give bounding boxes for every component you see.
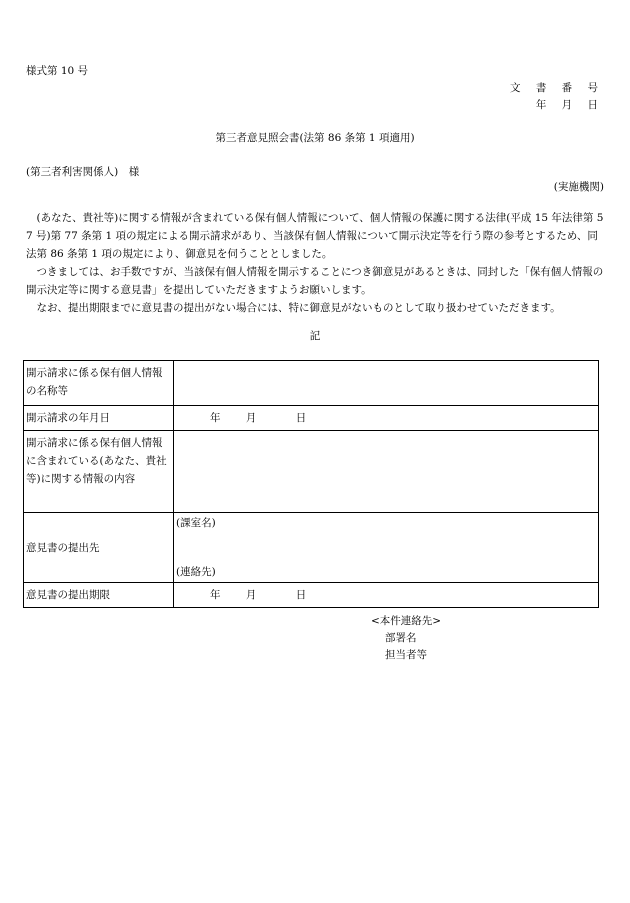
- year-unit: 年: [210, 412, 221, 424]
- contact-dept: 部署名: [385, 632, 417, 644]
- ki-heading: 記: [309, 330, 321, 342]
- row-value-info-name: [174, 361, 599, 406]
- day-unit: 日: [295, 412, 307, 424]
- row-value-submission-to: [174, 513, 599, 583]
- row-label-info-name: 開示請求に係る保有個人情報の名称等: [24, 361, 174, 406]
- table-row: [24, 361, 599, 406]
- table-row: [24, 406, 599, 431]
- body-text: [26, 209, 606, 317]
- row-label-request-date: 開示請求の年月日: [24, 406, 174, 431]
- body-paragraph-1: (あなた、貴社等)に関する情報が含まれている保有個人情報について、個人情報の保護に関する法律(平成 15 年法律第 57 号)第 77 条第 1 項の規定による開示請求があり、当該保有個人情報について開示決定等を行う際の参考とするため、同法第 86 条第 1 項の規定により、御意見を伺うこととしました。: [26, 212, 604, 260]
- row-label-submission-to: 意見書の提出先: [24, 513, 174, 583]
- table-row: [24, 513, 599, 583]
- body-paragraph-3: なお、提出期限までに意見書の提出がない場合には、特に御意見がないものとして取り扱わせていただきます。: [36, 302, 561, 314]
- document-title: 第三者意見照会書(法第 86 条第 1 項適用): [215, 132, 415, 144]
- document-date: 年 月 日: [535, 99, 604, 111]
- row-value-request-date: [174, 406, 599, 431]
- table-row: [24, 431, 599, 513]
- contact-block: [371, 613, 441, 664]
- year-unit: 年: [210, 589, 221, 601]
- addressee: (第三者利害関係人) 様: [26, 166, 140, 178]
- contact-person: 担当者等: [385, 649, 427, 661]
- row-value-info-content: [174, 431, 599, 513]
- dept-name-placeholder: (課室名): [176, 517, 216, 529]
- contact-heading: <本件連絡先>: [371, 615, 442, 627]
- row-label-deadline: 意見書の提出期限: [24, 583, 174, 608]
- month-unit: 月: [245, 589, 257, 601]
- body-paragraph-2: つきましては、お手数ですが、当該保有個人情報を開示することにつき御意見があるときは、同封した「保有個人情報の開示決定等に関する意見書」を提出していただきますようお願いします。: [26, 266, 604, 296]
- table-row: [24, 583, 599, 608]
- details-table: [23, 360, 599, 608]
- document-number: 文 書 番 号: [509, 82, 604, 94]
- row-label-info-content: 開示請求に係る保有個人情報に含まれている(あなた、貴社等)に関する情報の内容: [24, 431, 174, 513]
- row-value-deadline: [174, 583, 599, 608]
- day-unit: 日: [295, 589, 307, 601]
- issuer: (実施機関): [553, 181, 604, 193]
- month-unit: 月: [245, 412, 257, 424]
- contact-placeholder: (連絡先): [176, 566, 216, 578]
- form-number: 様式第 10 号: [26, 65, 89, 77]
